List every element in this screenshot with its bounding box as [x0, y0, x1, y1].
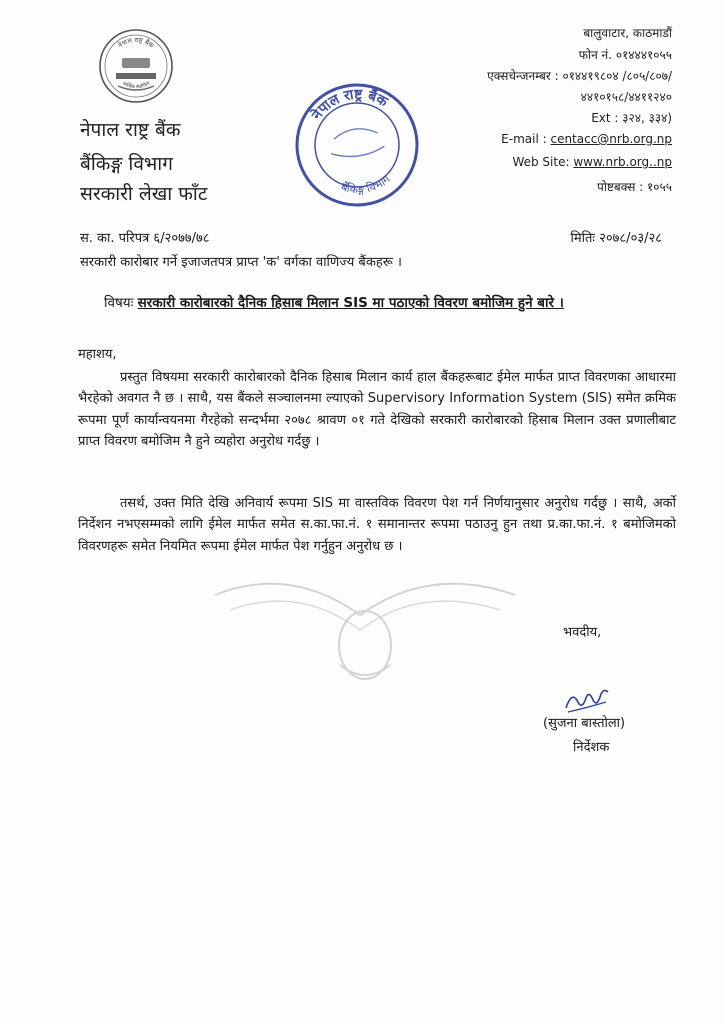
paragraph-1-text: प्रस्तुत विषयमा सरकारी कारोबारको दैनिक हिसाब मिलान कार्य हाल बैंकहरूबाट ईमेल मार्फत प्राप्त विवरणका आधारमा भैरहेको अवगत नै छ । साथै, यस बैंकले सञ्चालनमा ल्याएको Supervisory Information System (SIS) समेत क्रमिक रूपमा पूर्ण कार्यान्वयनमा गैरहेको सन्दर्भमा २०७८ श्रावण ०१ गते देखिको सरकारी कारोबारको हिसाब मिलान उक्त प्रणालीबाट प्राप्त विवरण बमोजिम नै हुने व्यहोरा अनुरोध गर्दछु । [78, 370, 676, 449]
salutation: महाशय, [78, 347, 117, 362]
email-link[interactable]: centacc@nrb.org.np [550, 132, 672, 146]
body-paragraph-2 [78, 493, 676, 557]
subject-line [104, 293, 564, 311]
recipient: सरकारी कारोबार गर्ने इजाजतपत्र प्राप्त 'क' वर्गका वाणिज्य बैंकहरू । [80, 255, 402, 270]
signature [562, 686, 612, 716]
svg-text:बैंकिङ्ग विभाग [337, 171, 394, 199]
web-label: Web Site: [512, 155, 574, 169]
circular-reference: स. का. परिपत्र ६/२०७७/७८ [80, 231, 210, 246]
section-name: सरकारी लेखा फाँट [80, 183, 208, 205]
contact-pobox: पोष्टबक्स : १०५५ [597, 180, 672, 194]
emblem-watermark [210, 555, 520, 685]
signatory-title: निर्देशक [573, 740, 610, 755]
contact-email-row [501, 132, 672, 146]
web-link[interactable]: www.nrb.org..np [573, 155, 672, 169]
subject-label: विषयः [104, 295, 138, 311]
department-name: बैंकिङ्ग विभाग [80, 153, 173, 175]
contact-exchange-2: ४४१०१५८/४४११२४० [580, 90, 672, 104]
body-paragraph-1 [78, 367, 676, 452]
closing: भवदीय, [563, 625, 602, 640]
department-stamp [290, 78, 425, 213]
email-label: E-mail : [501, 132, 551, 146]
signatory-name: (सुजना बास्तोला) [543, 716, 626, 731]
paragraph-2-text: तसर्थ, उक्त मिति देखि अनिवार्य रूपमा SIS मा वास्तविक विवरण पेश गर्न निर्णयानुसार अनुरोध गर्दछु । साथै, अर्को निर्देशन नभएसम्मको लागि ईमेल मार्फत समेत स.का.फा.नं. १ समानान्तर रूपमा पठाउनु हुन तथा प्र.का.फा.नं. १ बमोजिमको विवरणहरू समेत नियमित रूपमा ईमेल मार्फत पेश गर्नुहुन अनुरोध छ । [78, 496, 676, 554]
stamp-text-top: नेपाल राष्ट्र बैंक [308, 86, 391, 123]
logo-text-bottom: आर्थिक स्थायित्व [120, 80, 152, 91]
org-name: नेपाल राष्ट्र बैंक [80, 119, 181, 141]
contact-phone: फोन नं. ०१४४४१०५५ [578, 48, 672, 62]
subject-text: सरकारी कारोबारको दैनिक हिसाब मिलान SIS मा पठाएको विवरण बमोजिम हुने बारे । [137, 295, 564, 311]
contact-exchange: एक्सचेन्जनम्बर : ०१४४१९८०४ /८०५/८०७/ [487, 69, 672, 83]
contact-web-row [512, 155, 672, 169]
stamp-text-bottom: बैंकिङ्ग विभाग [339, 172, 393, 197]
nrb-logo [98, 28, 174, 104]
letter-date: मितिः २०७८/०३/२८ [570, 231, 662, 246]
contact-address: बालुवाटार, काठमाडौं [583, 26, 672, 40]
logo-text-top: नेपाल राष्ट्र बैंक [116, 35, 156, 50]
contact-ext: Ext : ३२४, ३३४) [591, 111, 672, 125]
